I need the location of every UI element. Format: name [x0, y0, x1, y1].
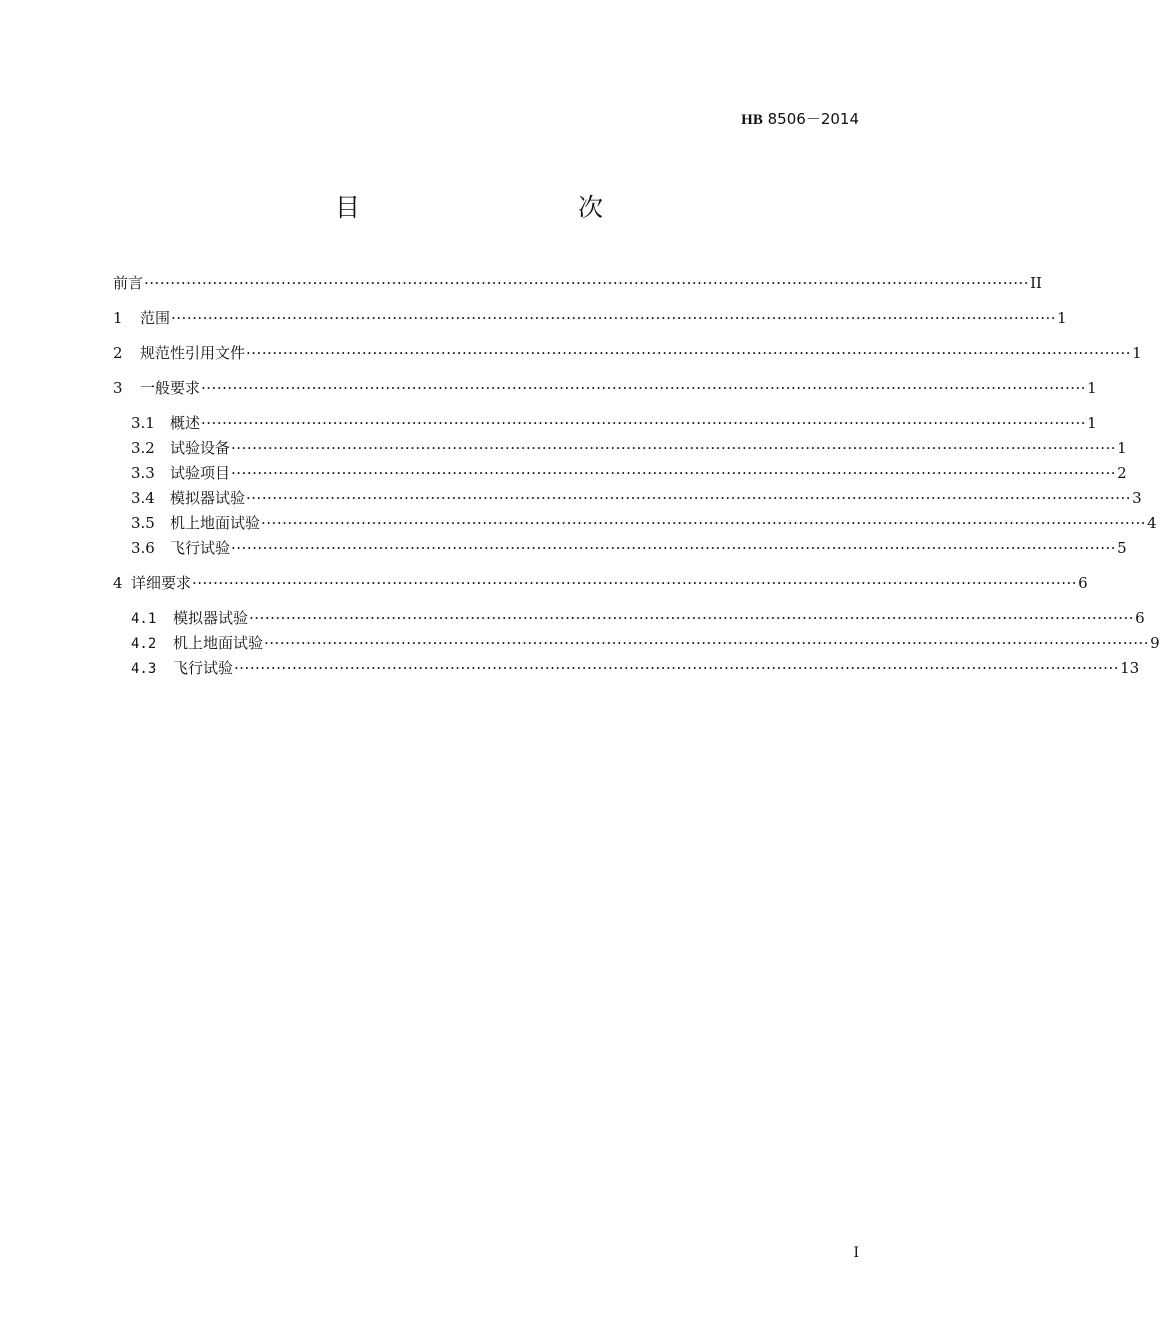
toc-entry-number: 2	[113, 344, 123, 362]
toc-entry-4[interactable]	[113, 574, 1088, 592]
toc-entry-number: 1	[113, 309, 123, 327]
toc-entry-3-2[interactable]	[131, 439, 1127, 457]
toc-entry-label: 飞行试验	[170, 539, 231, 557]
toc-entry-4-2[interactable]	[131, 634, 1160, 653]
toc-leader-dots: ········································································································································································	[231, 539, 1117, 557]
toc-entry-page: 6	[1078, 574, 1088, 592]
toc-entry-3-4[interactable]	[131, 489, 1142, 507]
toc-entry-4-1[interactable]	[131, 609, 1145, 628]
toc-entry-label: 飞行试验	[173, 659, 234, 677]
toc-entry-3-1[interactable]	[131, 414, 1097, 432]
toc-entry-page: 3	[1132, 489, 1142, 507]
toc-entry-foreword[interactable]	[113, 274, 1042, 292]
page-number: I	[853, 1245, 859, 1261]
toc-leader-dots: ········································································································································································	[261, 514, 1147, 532]
toc-entry-label: 一般要求	[140, 379, 201, 397]
toc-entry-number: 3.5	[131, 514, 155, 532]
toc-entry-label: 前言	[113, 274, 144, 292]
toc-leader-dots: ········································································································································································	[234, 659, 1120, 677]
toc-entry-page: 5	[1117, 539, 1127, 557]
toc-entry-number: 3.6	[131, 539, 155, 557]
toc-leader-dots: ········································································································································································	[264, 634, 1150, 652]
toc-entry-page: 1	[1132, 344, 1142, 362]
toc-entry-page: II	[1030, 274, 1042, 292]
toc-entry-number: 3.2	[131, 439, 155, 457]
toc-entry-number: 4.3	[131, 661, 157, 677]
toc-entry-2[interactable]	[113, 344, 1142, 362]
toc-leader-dots: ········································································································································································	[246, 344, 1132, 362]
toc-entry-number: 3.1	[131, 414, 155, 432]
toc-entry-label: 概述	[170, 414, 201, 432]
toc-entry-3-5[interactable]	[131, 514, 1157, 532]
toc-entry-label: 机上地面试验	[173, 634, 264, 652]
toc-entry-label: 规范性引用文件	[140, 344, 246, 362]
toc-leader-dots: ········································································································································································	[249, 609, 1135, 627]
toc-entry-number: 4.2	[131, 636, 157, 652]
toc-entry-4-3[interactable]	[131, 659, 1140, 678]
toc-leader-dots: ········································································································································································	[231, 464, 1117, 482]
toc-entry-number: 3.3	[131, 464, 155, 482]
toc-entry-3[interactable]	[113, 379, 1097, 397]
toc-entry-1[interactable]	[113, 309, 1067, 327]
toc-entry-number: 4	[113, 574, 123, 592]
toc-entry-page: 1	[1087, 414, 1097, 432]
toc-leader-dots: ········································································································································································	[201, 379, 1087, 397]
toc-entry-label: 机上地面试验	[170, 514, 261, 532]
toc-entry-label: 试验项目	[170, 464, 231, 482]
toc-entry-label: 范围	[140, 309, 171, 327]
toc-entry-page: 9	[1150, 634, 1160, 652]
toc-entry-page: 4	[1147, 514, 1157, 532]
toc-entry-3-3[interactable]	[131, 464, 1127, 482]
toc-entry-page: 1	[1057, 309, 1067, 327]
toc-entry-label: 试验设备	[170, 439, 231, 457]
toc-leader-dots: ········································································································································································	[231, 439, 1117, 457]
toc-entry-number: 3.4	[131, 489, 155, 507]
toc-leader-dots: ········································································································································································	[192, 574, 1078, 592]
standard-number: 8506－2014	[767, 110, 859, 128]
toc-leader-dots: ········································································································································································	[144, 274, 1030, 292]
toc-entry-number: 3	[113, 379, 123, 397]
toc-entry-page: 13	[1120, 659, 1140, 677]
toc-entry-label: 模拟器试验	[173, 609, 249, 627]
toc-entry-page: 2	[1117, 464, 1127, 482]
toc-entry-label: 模拟器试验	[170, 489, 246, 507]
toc-leader-dots: ········································································································································································	[201, 414, 1087, 432]
standard-prefix: HB	[741, 112, 763, 128]
toc-leader-dots: ········································································································································································	[246, 489, 1132, 507]
standard-code	[741, 110, 859, 129]
toc-entry-page: 1	[1117, 439, 1127, 457]
toc-entry-number: 4.1	[131, 611, 157, 627]
toc-leader-dots: ········································································································································································	[171, 309, 1057, 327]
toc-entry-3-6[interactable]	[131, 539, 1127, 557]
toc-entry-label: 详细要求	[131, 574, 192, 592]
toc-title: 目 次	[334, 193, 659, 222]
toc-entry-page: 1	[1087, 379, 1097, 397]
toc-entry-page: 6	[1135, 609, 1145, 627]
